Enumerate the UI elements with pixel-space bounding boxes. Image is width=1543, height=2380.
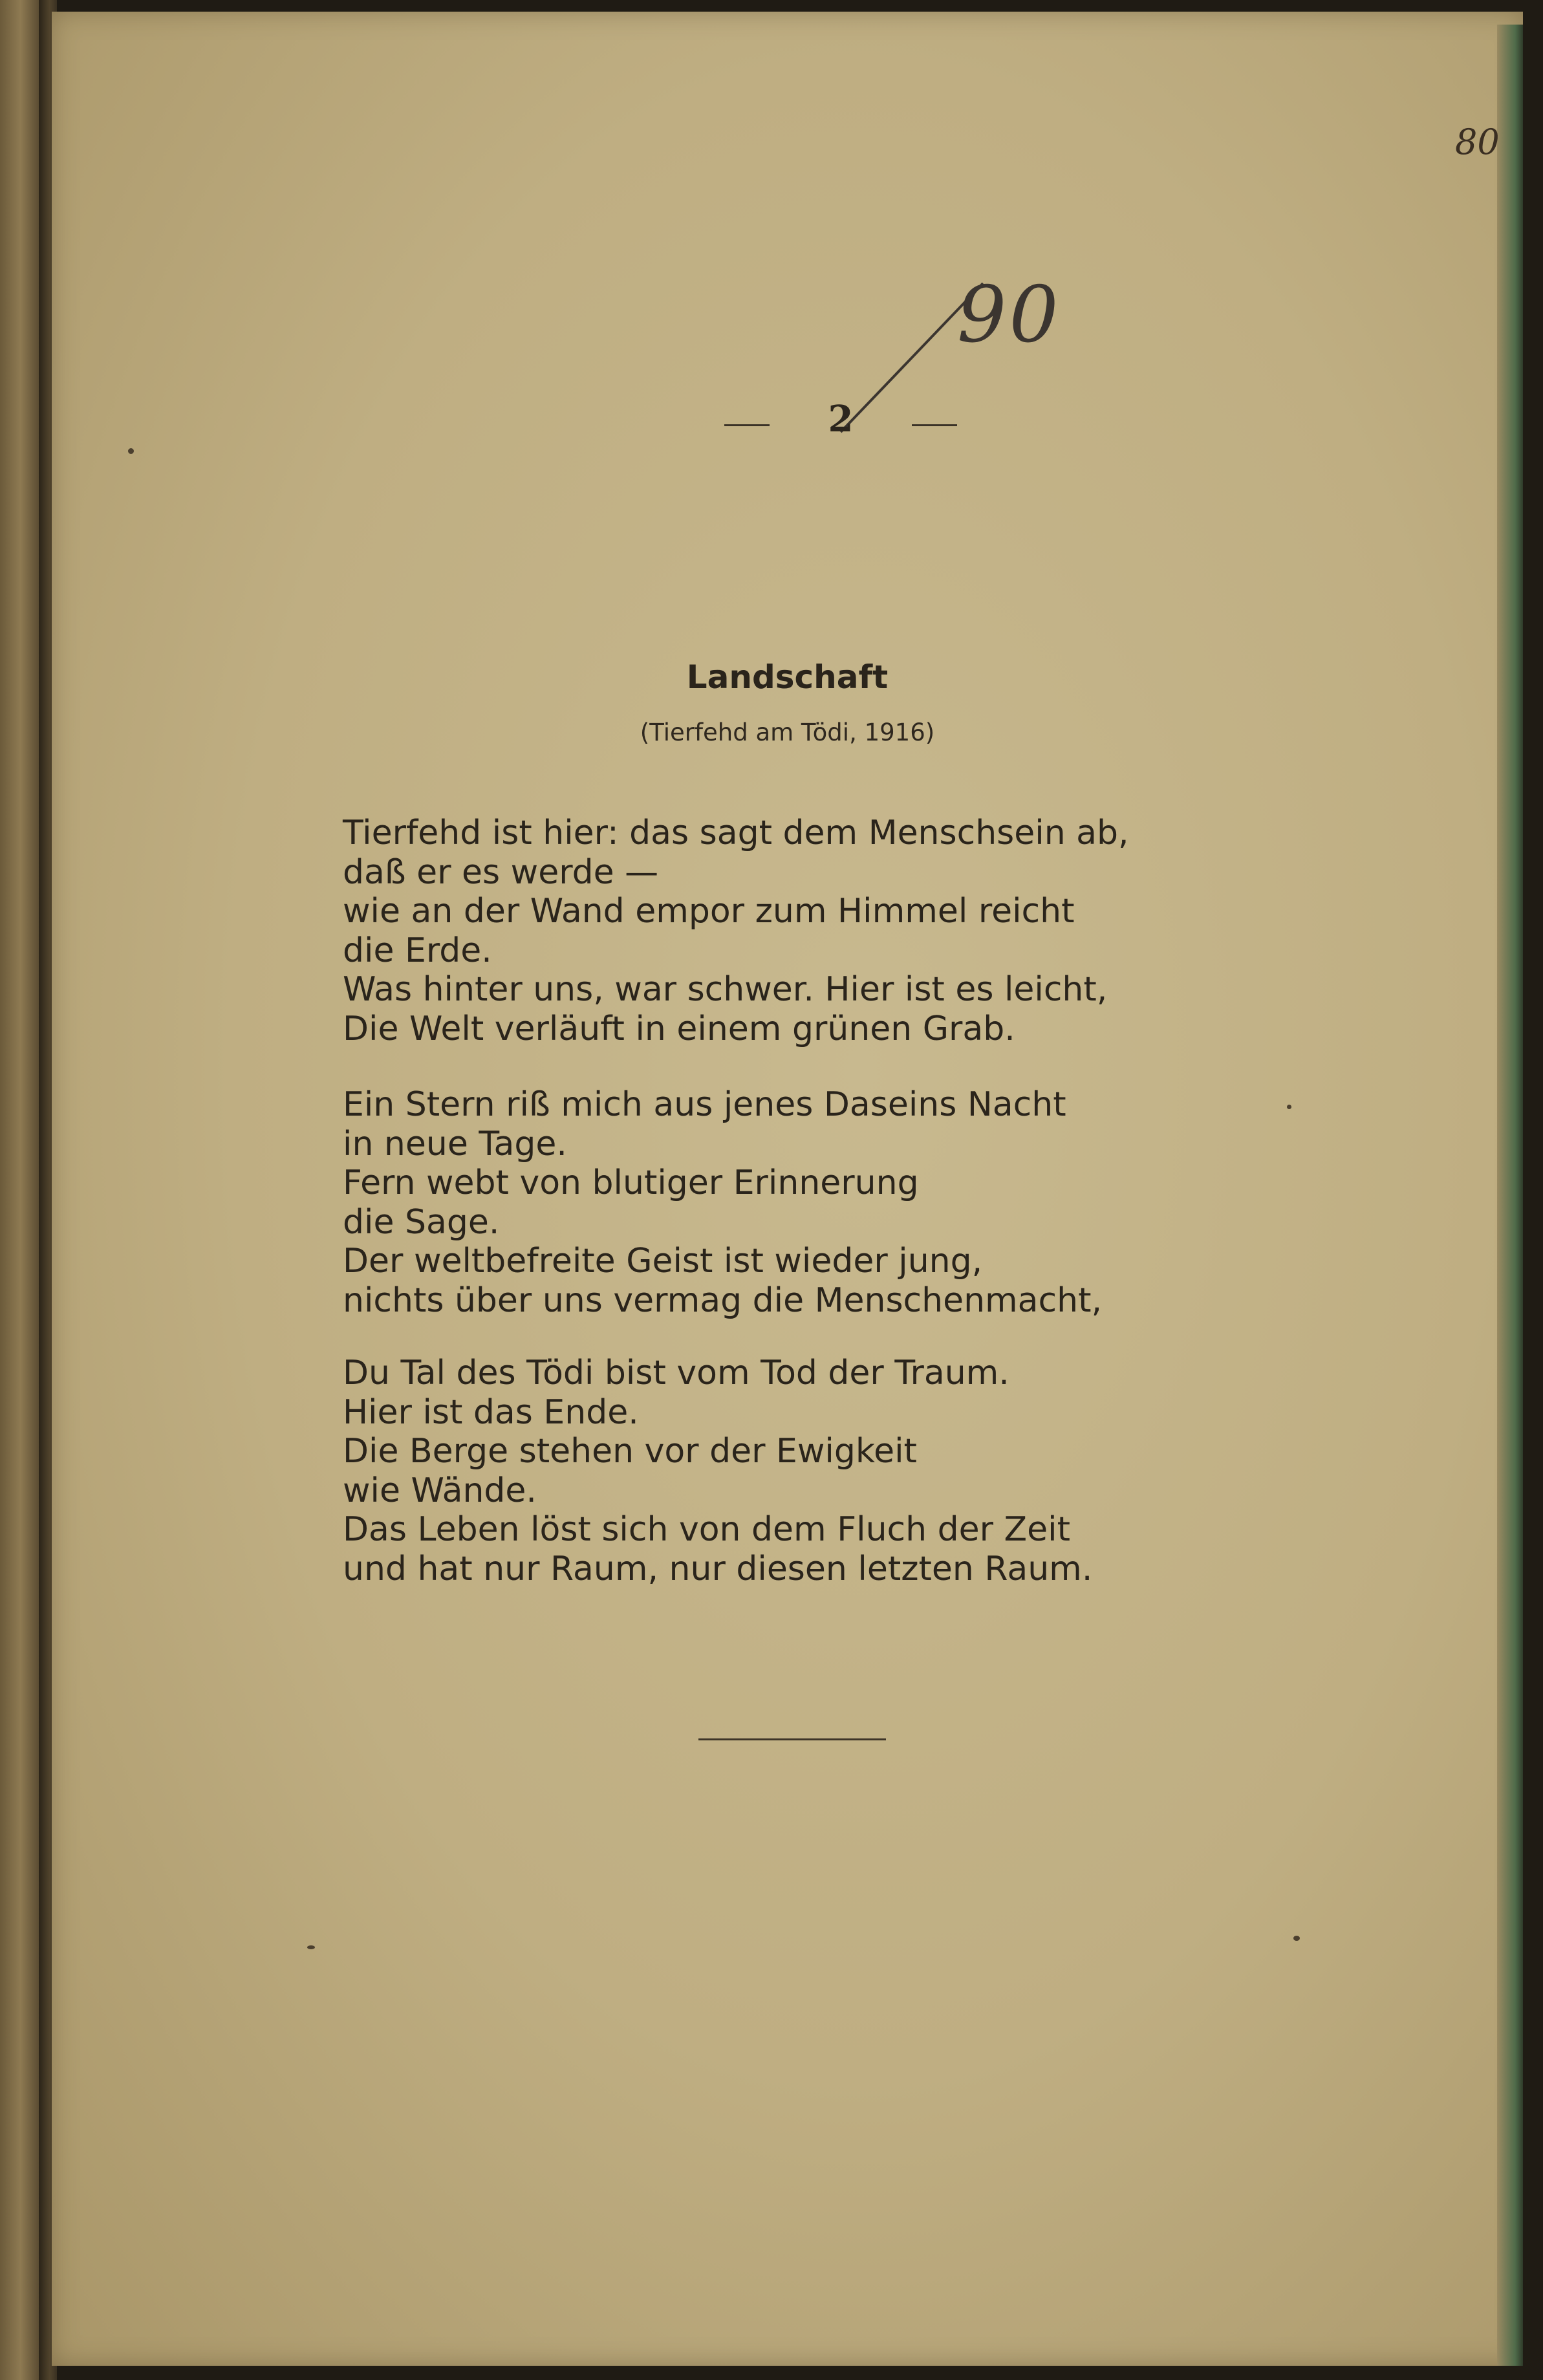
paper-speck: [128, 448, 134, 454]
section-marker: 2: [828, 398, 854, 440]
closing-rule: [698, 1738, 886, 1740]
poem-line: Ein Stern riß mich aus jenes Daseins Nacht: [343, 1085, 1066, 1124]
poem-line: in neue Tage.: [343, 1124, 567, 1163]
paper-speck: [307, 1945, 315, 1949]
poem-subtitle: (Tierfehd am Tödi, 1916): [640, 719, 935, 746]
poem-line: Tierfehd ist hier: das sagt dem Menschsein ab,: [343, 814, 1129, 852]
poem-line: Die Welt verläuft in einem grünen Grab.: [343, 1009, 1015, 1048]
marker-rule-right: [912, 424, 957, 426]
poem-line: Was hinter uns, war schwer. Hier ist es leicht,: [343, 970, 1108, 1009]
poem-line: nichts über uns vermag die Menschenmacht,: [343, 1281, 1103, 1320]
poem-line: daß er es werde —: [343, 852, 659, 892]
handwritten-folio-number: 80: [1455, 122, 1500, 162]
poem-line: Hier ist das Ende.: [343, 1392, 639, 1432]
poem-line: die Erde.: [343, 931, 492, 970]
stanza-1: [343, 814, 1313, 1048]
poem-line: die Sage.: [343, 1202, 500, 1242]
pencil-annotation: 90: [957, 270, 1061, 360]
poem-line: Das Leben löst sich von dem Fluch der Zeit: [343, 1510, 1070, 1549]
poem-line: und hat nur Raum, nur diesen letzten Raum.: [343, 1549, 1093, 1588]
poem-line: wie Wände.: [343, 1471, 537, 1510]
poem-title: Landschaft: [686, 658, 889, 696]
marker-rule-left: [724, 424, 770, 426]
poem-line: Fern webt von blutiger Erinnerung: [343, 1163, 919, 1202]
stanza-2: [343, 1085, 1313, 1320]
stanza-3: [343, 1354, 1313, 1588]
poem-line: Die Berge stehen vor der Ewigkeit: [343, 1432, 917, 1471]
poem-line: wie an der Wand empor zum Himmel reicht: [343, 892, 1075, 931]
paper-speck: [1287, 1105, 1291, 1109]
page-fore-edge: [1497, 25, 1523, 2366]
book-page: [52, 12, 1523, 2366]
poem-line: Der weltbefreite Geist ist wieder jung,: [343, 1242, 983, 1281]
paper-speck: [1293, 1936, 1300, 1941]
poem-line: Du Tal des Tödi bist vom Tod der Traum.: [343, 1354, 1009, 1392]
